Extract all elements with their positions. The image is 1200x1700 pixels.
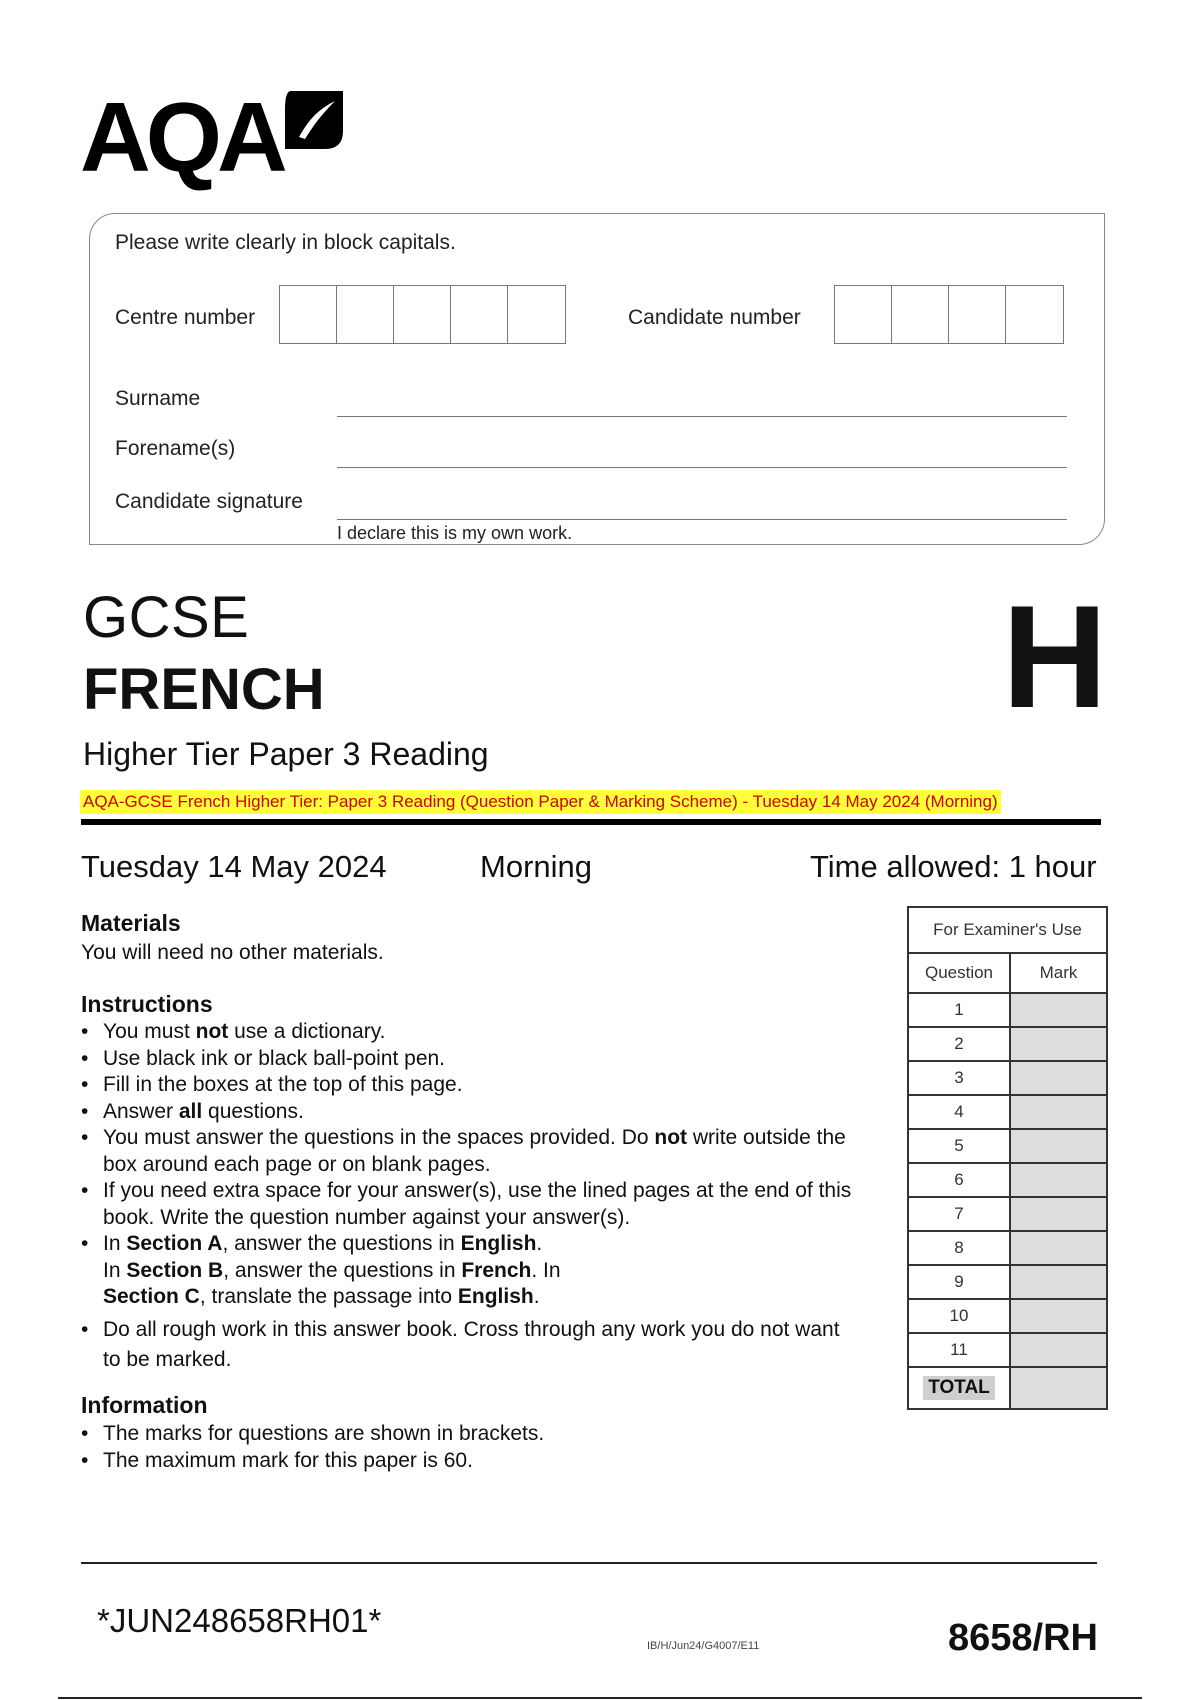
question-number: 1 <box>908 993 1010 1027</box>
candidate-number-digit-box[interactable] <box>835 286 892 343</box>
centre-number-digit-box[interactable] <box>337 286 394 343</box>
list-item: • The maximum mark for this paper is 60. <box>81 1448 881 1475</box>
question-number: 8 <box>908 1231 1010 1265</box>
examiner-table-header: For Examiner's Use <box>908 907 1107 953</box>
list-item: • You must not use a dictionary. <box>81 1019 881 1046</box>
exam-session: Morning <box>480 849 592 884</box>
table-row <box>908 1197 1107 1231</box>
table-row <box>908 1163 1107 1197</box>
logo-text: AQA <box>80 82 283 192</box>
centre-number-label: Centre number <box>115 306 256 329</box>
centre-number-field[interactable] <box>279 285 566 344</box>
list-item: • Fill in the boxes at the top of this page. <box>81 1072 881 1099</box>
question-column-header: Question <box>908 953 1010 993</box>
page-bottom-rule <box>58 1697 1142 1699</box>
forenames-label: Forename(s) <box>115 437 236 460</box>
declaration-text: I declare this is my own work. <box>337 523 573 543</box>
question-number: 4 <box>908 1095 1010 1129</box>
table-row <box>908 1299 1107 1333</box>
question-number: 7 <box>908 1197 1010 1231</box>
mark-cell <box>1010 1027 1107 1061</box>
document-reference: IB/H/Jun24/G4007/E11 <box>647 1640 760 1652</box>
qualification-title: GCSE <box>83 585 250 650</box>
centre-number-digit-box[interactable] <box>280 286 337 343</box>
list-item: • Do all rough work in this answer book. Cross through any work you do not want to be marked. <box>81 1315 881 1375</box>
surname-field[interactable] <box>337 416 1067 417</box>
signature-label: Candidate signature <box>115 490 303 513</box>
list-item: • If you need extra space for your answer(s), use the lined pages at the end of this book. Write the question number against your answer(s). <box>81 1178 881 1231</box>
question-number: 2 <box>908 1027 1010 1061</box>
mark-cell <box>1010 1095 1107 1129</box>
mark-cell <box>1010 1333 1107 1367</box>
mark-cell <box>1010 993 1107 1027</box>
table-row <box>908 1333 1107 1367</box>
subject-title: FRENCH <box>83 657 325 722</box>
list-item: • Answer all questions. <box>81 1099 881 1126</box>
mark-cell <box>1010 1061 1107 1095</box>
list-item: • The marks for questions are shown in brackets. <box>81 1421 881 1448</box>
barcode-text: *JUN248658RH01* <box>97 1602 382 1639</box>
question-number: 6 <box>908 1163 1010 1197</box>
time-allowed: Time allowed: 1 hour <box>810 849 1097 884</box>
centre-number-digit-box[interactable] <box>394 286 451 343</box>
materials-heading: Materials <box>81 910 181 936</box>
information-list <box>81 1421 881 1474</box>
table-row <box>908 993 1107 1027</box>
mark-cell <box>1010 1197 1107 1231</box>
information-heading: Information <box>81 1392 208 1418</box>
tier-letter: H <box>1002 575 1108 738</box>
candidate-number-digit-box[interactable] <box>949 286 1006 343</box>
footer-divider <box>81 1562 1097 1564</box>
mark-column-header: Mark <box>1010 953 1107 993</box>
question-number: 11 <box>908 1333 1010 1367</box>
signature-field[interactable] <box>337 519 1067 520</box>
materials-text: You will need no other materials. <box>81 941 384 964</box>
question-number: 5 <box>908 1129 1010 1163</box>
candidate-number-field[interactable] <box>834 285 1064 344</box>
highlighted-caption: AQA-GCSE French Higher Tier: Paper 3 Reading (Question Paper & Marking Scheme) - Tuesday 14 May 2024 (Morning) <box>80 790 1001 814</box>
table-row <box>908 1027 1107 1061</box>
total-label-cell <box>908 1367 1010 1409</box>
mark-cell <box>1010 1163 1107 1197</box>
title-divider <box>81 819 1101 825</box>
exam-date: Tuesday 14 May 2024 <box>81 849 387 884</box>
block-capitals-instruction: Please write clearly in block capitals. <box>115 231 456 254</box>
list-item: • Use black ink or black ball-point pen. <box>81 1046 881 1073</box>
question-number: 3 <box>908 1061 1010 1095</box>
candidate-number-digit-box[interactable] <box>892 286 949 343</box>
centre-number-digit-box[interactable] <box>451 286 508 343</box>
surname-label: Surname <box>115 387 201 410</box>
mark-cell <box>1010 1231 1107 1265</box>
instructions-list <box>81 1019 881 1375</box>
question-number: 9 <box>908 1265 1010 1299</box>
paper-code: 8658/RH <box>948 1617 1098 1659</box>
list-item: • You must answer the questions in the spaces provided. Do not write outside the box around each page or on blank pages. <box>81 1125 881 1178</box>
aqa-logo <box>80 82 350 192</box>
instructions-heading: Instructions <box>81 991 213 1017</box>
mark-cell <box>1010 1299 1107 1333</box>
table-row <box>908 1061 1107 1095</box>
examiner-use-table <box>907 906 1108 1410</box>
total-label: TOTAL <box>923 1376 995 1400</box>
candidate-number-label: Candidate number <box>628 306 801 329</box>
table-row <box>908 1095 1107 1129</box>
question-number: 10 <box>908 1299 1010 1333</box>
table-row <box>908 1265 1107 1299</box>
forenames-field[interactable] <box>337 467 1067 468</box>
mark-cell <box>1010 1265 1107 1299</box>
centre-number-digit-box[interactable] <box>508 286 565 343</box>
candidate-number-digit-box[interactable] <box>1006 286 1063 343</box>
paper-title: Higher Tier Paper 3 Reading <box>83 736 489 772</box>
aqa-logo-mark-icon <box>285 91 343 149</box>
total-mark-cell <box>1010 1367 1107 1409</box>
table-row <box>908 1129 1107 1163</box>
list-item: • In Section A, answer the questions in English. In Section B, answer the questions in French. In Section C, translate the passage into English. <box>81 1231 881 1311</box>
mark-cell <box>1010 1129 1107 1163</box>
table-row <box>908 1231 1107 1265</box>
total-row <box>908 1367 1107 1409</box>
